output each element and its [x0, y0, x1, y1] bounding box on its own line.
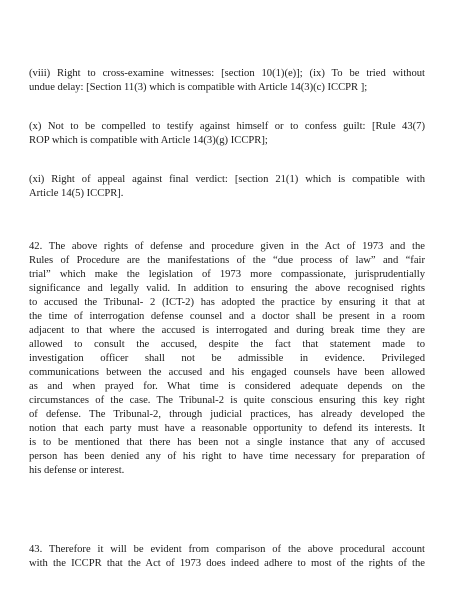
paragraph-x [29, 120, 425, 148]
text-line: (xi) Right of appeal against final verdict: [section 21(1) which is compatible with [29, 174, 425, 185]
text-line: Article 14(5) ICCPR]. [29, 188, 124, 199]
text-line: (viii) Right to cross-examine witnesses: [section 10(1)(e)]; (ix) To be tried without [29, 68, 425, 79]
text-line: adjacent to that where the accused is interrogated and during break time they are [29, 325, 425, 336]
text-line: undue delay: [Section 11(3) which is compatible with Article 14(3)(c) ICCPR ]; [29, 82, 368, 93]
text-line: 43. Therefore it will be evident from comparison of the above procedural account [29, 544, 425, 555]
text-line: is to be mentioned that there has been not a single instance that any of accused [29, 437, 425, 448]
text-line: with the ICCPR that the Act of 1973 does indeed adhere to most of the rights of the [29, 558, 425, 569]
paragraph-viii [29, 67, 425, 95]
text-line: significance and legally valid. In addition to ensuring the above recognised rights [29, 283, 425, 294]
text-line: the time of interrogation defense counsel and a doctor shall be present in a room [29, 311, 425, 322]
text-line: as and when prayed for. What time is considered adequate depends on the [29, 381, 425, 392]
paragraph-xi [29, 173, 425, 201]
text-line: trial” which make the legislation of 1973 more compassionate, jurisprudentially [29, 269, 425, 280]
text-line: his defense or interest. [29, 465, 125, 476]
paragraph-42 [29, 240, 425, 478]
text-line: Rules of Procedure are the manifestations of the “due process of law” and “fair [29, 255, 425, 266]
text-line: investigation officer shall not be admissible in evidence. Privileged [29, 353, 425, 364]
text-line: to accused the Tribunal- 2 (ICT-2) has adopted the practice by ensuring it that at [29, 297, 425, 308]
text-line: of defense. The Tribunal-2, through judicial practices, has already developed the [29, 409, 425, 420]
text-line: circumstances of the case. The Tribunal-2 is quite conscious ensuring this key right [29, 395, 425, 406]
text-line: ROP which is compatible with Article 14(3)(g) ICCPR]; [29, 135, 268, 146]
text-line: communications between the accused and his engaged counsels have been allowed [29, 367, 425, 378]
text-line: person has been denied any of his right to have time necessary for preparation of [29, 451, 425, 462]
text-line: (x) Not to be compelled to testify against himself or to confess guilt: [Rule 43(7) [29, 121, 425, 132]
text-line: allowed to consult the accused, despite the fact that statement made to [29, 339, 425, 350]
text-line: 42. The above rights of defense and procedure given in the Act of 1973 and the [29, 241, 425, 252]
paragraph-43 [29, 543, 425, 571]
text-line: notion that each party must have a reasonable opportunity to defend its interests. It [29, 423, 425, 434]
